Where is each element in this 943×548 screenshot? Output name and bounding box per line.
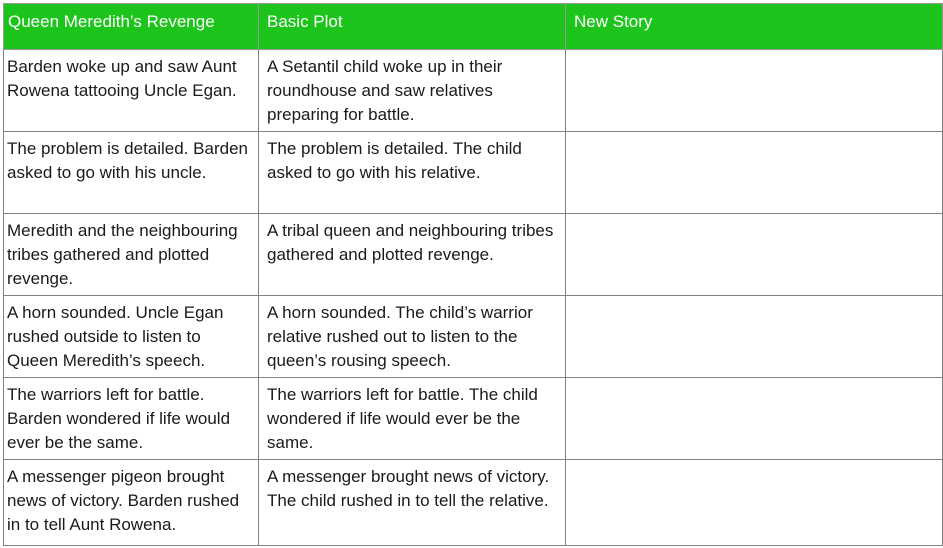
original-story-cell: A horn sounded. Uncle Egan rushed outside to listen to Queen Meredith’s speech. — [4, 296, 259, 378]
table-row — [4, 296, 943, 378]
table-row — [4, 460, 943, 546]
new-story-cell[interactable] — [566, 296, 943, 378]
header-original-story: Queen Meredith’s Revenge — [4, 4, 259, 50]
original-story-cell: A messenger pigeon brought news of victory. Barden rushed in to tell Aunt Rowena. — [4, 460, 259, 546]
story-planning-table — [3, 3, 943, 546]
header-new-story: New Story — [566, 4, 943, 50]
original-story-cell: Barden woke up and saw Aunt Rowena tattooing Uncle Egan. — [4, 50, 259, 132]
new-story-cell[interactable] — [566, 214, 943, 296]
original-story-cell: Meredith and the neighbouring tribes gathered and plotted revenge. — [4, 214, 259, 296]
header-row — [4, 4, 943, 50]
table-body — [4, 50, 943, 546]
basic-plot-cell: A horn sounded. The child’s warrior relative rushed out to listen to the queen’s rousing speech. — [259, 296, 566, 378]
table-header — [4, 4, 943, 50]
table-row — [4, 214, 943, 296]
original-story-cell: The warriors left for battle. Barden wondered if life would ever be the same. — [4, 378, 259, 460]
header-basic-plot: Basic Plot — [259, 4, 566, 50]
new-story-cell[interactable] — [566, 460, 943, 546]
new-story-cell[interactable] — [566, 378, 943, 460]
new-story-cell[interactable] — [566, 132, 943, 214]
table-row — [4, 132, 943, 214]
table-row — [4, 378, 943, 460]
basic-plot-cell: The problem is detailed. The child asked to go with his relative. — [259, 132, 566, 214]
basic-plot-cell: A messenger brought news of victory. The child rushed in to tell the relative. — [259, 460, 566, 546]
basic-plot-cell: The warriors left for battle. The child wondered if life would ever be the same. — [259, 378, 566, 460]
table-row — [4, 50, 943, 132]
original-story-cell: The problem is detailed. Barden asked to go with his uncle. — [4, 132, 259, 214]
basic-plot-cell: A tribal queen and neighbouring tribes gathered and plotted revenge. — [259, 214, 566, 296]
new-story-cell[interactable] — [566, 50, 943, 132]
basic-plot-cell: A Setantil child woke up in their roundhouse and saw relatives preparing for battle. — [259, 50, 566, 132]
